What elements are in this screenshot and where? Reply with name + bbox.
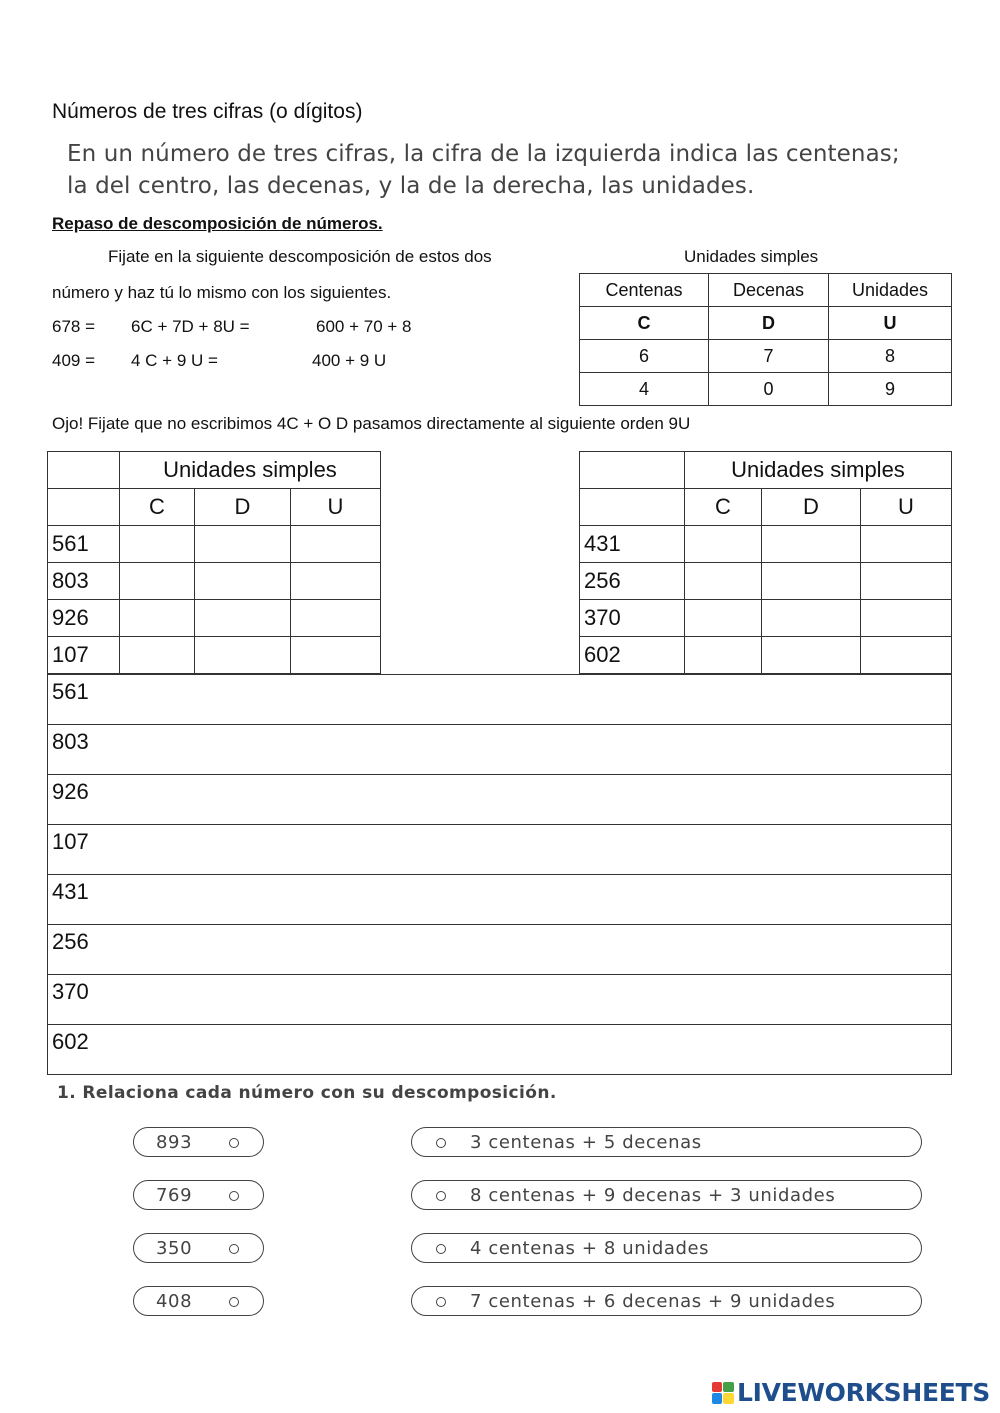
decomposition-rows	[47, 674, 952, 1075]
blank-cell	[48, 489, 120, 526]
table-cell: 9	[829, 373, 952, 406]
page-title: Números de tres cifras (o dígitos)	[52, 100, 363, 123]
row-number: 561	[48, 526, 120, 563]
match-decomposition-4[interactable]	[411, 1286, 922, 1316]
abbrev-d: D	[709, 307, 829, 340]
number-label: 769	[156, 1184, 193, 1206]
header-decenas: Decenas	[709, 274, 829, 307]
intro-line-1: En un número de tres cifras, la cifra de la izquierda indica las centenas;	[67, 141, 900, 167]
table-cell: 0	[709, 373, 829, 406]
table-cell: 8	[829, 340, 952, 373]
answer-cell-d[interactable]	[762, 637, 861, 674]
answer-cell-u[interactable]	[861, 600, 952, 637]
row-number: 431	[580, 526, 685, 563]
match-decomposition-2[interactable]	[411, 1180, 922, 1210]
connector-dot-icon[interactable]	[229, 1191, 239, 1201]
answer-cell-c[interactable]	[685, 563, 762, 600]
decomposition-label: 3 centenas + 5 decenas	[470, 1131, 702, 1153]
exercise-title: 1. Relaciona cada número con su descomposición.	[57, 1083, 557, 1103]
example-table	[579, 273, 952, 406]
col-c: C	[120, 489, 195, 526]
row-number: 370	[580, 600, 685, 637]
decomposition-row[interactable]: 370	[48, 975, 952, 1025]
decomposition-row[interactable]: 602	[48, 1025, 952, 1075]
connector-dot-icon[interactable]	[436, 1138, 446, 1148]
match-number-408[interactable]	[133, 1286, 264, 1316]
liveworksheets-logo	[712, 1378, 990, 1407]
header-centenas: Centenas	[580, 274, 709, 307]
practice-grid-right	[579, 451, 952, 674]
match-number-350[interactable]	[133, 1233, 264, 1263]
match-number-893[interactable]	[133, 1127, 264, 1157]
table-cell: 7	[709, 340, 829, 373]
liveworksheets-logo-icon	[712, 1382, 734, 1404]
instruction-line-2: número y haz tú lo mismo con los siguientes.	[52, 283, 392, 302]
example-2-number: 409 =	[52, 351, 96, 370]
note-text: Ojo! Fijate que no escribimos 4C + O D pasamos directamente al siguiente orden 9U	[52, 414, 691, 433]
connector-dot-icon[interactable]	[229, 1138, 239, 1148]
abbrev-u: U	[829, 307, 952, 340]
answer-cell-d[interactable]	[195, 600, 291, 637]
connector-dot-icon[interactable]	[436, 1191, 446, 1201]
decomposition-label: 8 centenas + 9 decenas + 3 unidades	[470, 1184, 836, 1206]
answer-cell-c[interactable]	[685, 526, 762, 563]
section-title: Repaso de descomposición de números.	[52, 214, 383, 233]
answer-cell-d[interactable]	[762, 600, 861, 637]
answer-cell-c[interactable]	[120, 600, 195, 637]
answer-cell-d[interactable]	[195, 637, 291, 674]
connector-dot-icon[interactable]	[436, 1244, 446, 1254]
answer-cell-u[interactable]	[861, 563, 952, 600]
match-number-769[interactable]	[133, 1180, 264, 1210]
example-table-caption: Unidades simples	[684, 247, 819, 266]
example-1-number: 678 =	[52, 317, 96, 336]
match-decomposition-3[interactable]	[411, 1233, 922, 1263]
example-2-decomposition: 4 C + 9 U =	[131, 351, 218, 370]
example-1-decomposition: 6C + 7D + 8U =	[131, 317, 250, 336]
number-label: 408	[156, 1290, 193, 1312]
logo-text: LIVEWORKSHEETS	[736, 1378, 990, 1407]
instruction-line-1: Fijate en la siguiente descomposición de estos dos	[108, 247, 492, 266]
answer-cell-u[interactable]	[291, 637, 381, 674]
table-cell: 4	[580, 373, 709, 406]
col-u: U	[861, 489, 952, 526]
table-cell: 6	[580, 340, 709, 373]
connector-dot-icon[interactable]	[436, 1297, 446, 1307]
intro-text	[67, 138, 900, 202]
answer-cell-d[interactable]	[195, 526, 291, 563]
col-d: D	[762, 489, 861, 526]
number-label: 893	[156, 1131, 193, 1153]
answer-cell-c[interactable]	[685, 600, 762, 637]
answer-cell-c[interactable]	[120, 526, 195, 563]
col-u: U	[291, 489, 381, 526]
grid-caption: Unidades simples	[120, 452, 381, 489]
example-1-expanded: 600 + 70 + 8	[316, 317, 412, 336]
row-number: 107	[48, 637, 120, 674]
match-decomposition-1[interactable]	[411, 1127, 922, 1157]
row-number: 602	[580, 637, 685, 674]
decomposition-row[interactable]: 256	[48, 925, 952, 975]
decomposition-row[interactable]: 431	[48, 875, 952, 925]
decomposition-label: 7 centenas + 6 decenas + 9 unidades	[470, 1290, 836, 1312]
connector-dot-icon[interactable]	[229, 1244, 239, 1254]
blank-cell	[580, 489, 685, 526]
header-unidades: Unidades	[829, 274, 952, 307]
answer-cell-d[interactable]	[762, 526, 861, 563]
connector-dot-icon[interactable]	[229, 1297, 239, 1307]
answer-cell-u[interactable]	[291, 526, 381, 563]
corner-cell	[580, 452, 685, 489]
practice-grid-left	[47, 451, 381, 674]
answer-cell-c[interactable]	[120, 563, 195, 600]
row-number: 803	[48, 563, 120, 600]
col-d: D	[195, 489, 291, 526]
decomposition-label: 4 centenas + 8 unidades	[470, 1237, 710, 1259]
grid-caption: Unidades simples	[685, 452, 952, 489]
decomposition-row[interactable]: 561	[48, 675, 952, 725]
number-label: 350	[156, 1237, 193, 1259]
answer-cell-c[interactable]	[120, 637, 195, 674]
abbrev-c: C	[580, 307, 709, 340]
answer-cell-u[interactable]	[861, 637, 952, 674]
answer-cell-u[interactable]	[291, 563, 381, 600]
row-number: 926	[48, 600, 120, 637]
row-number: 256	[580, 563, 685, 600]
answer-cell-d[interactable]	[762, 563, 861, 600]
col-c: C	[685, 489, 762, 526]
decomposition-row[interactable]: 926	[48, 775, 952, 825]
answer-cell-c[interactable]	[685, 637, 762, 674]
example-2-expanded: 400 + 9 U	[312, 351, 387, 370]
decomposition-row[interactable]: 107	[48, 825, 952, 875]
intro-line-2: la del centro, las decenas, y la de la derecha, las unidades.	[67, 173, 755, 199]
decomposition-row[interactable]: 803	[48, 725, 952, 775]
answer-cell-u[interactable]	[291, 600, 381, 637]
answer-cell-u[interactable]	[861, 526, 952, 563]
answer-cell-d[interactable]	[195, 563, 291, 600]
corner-cell	[48, 452, 120, 489]
